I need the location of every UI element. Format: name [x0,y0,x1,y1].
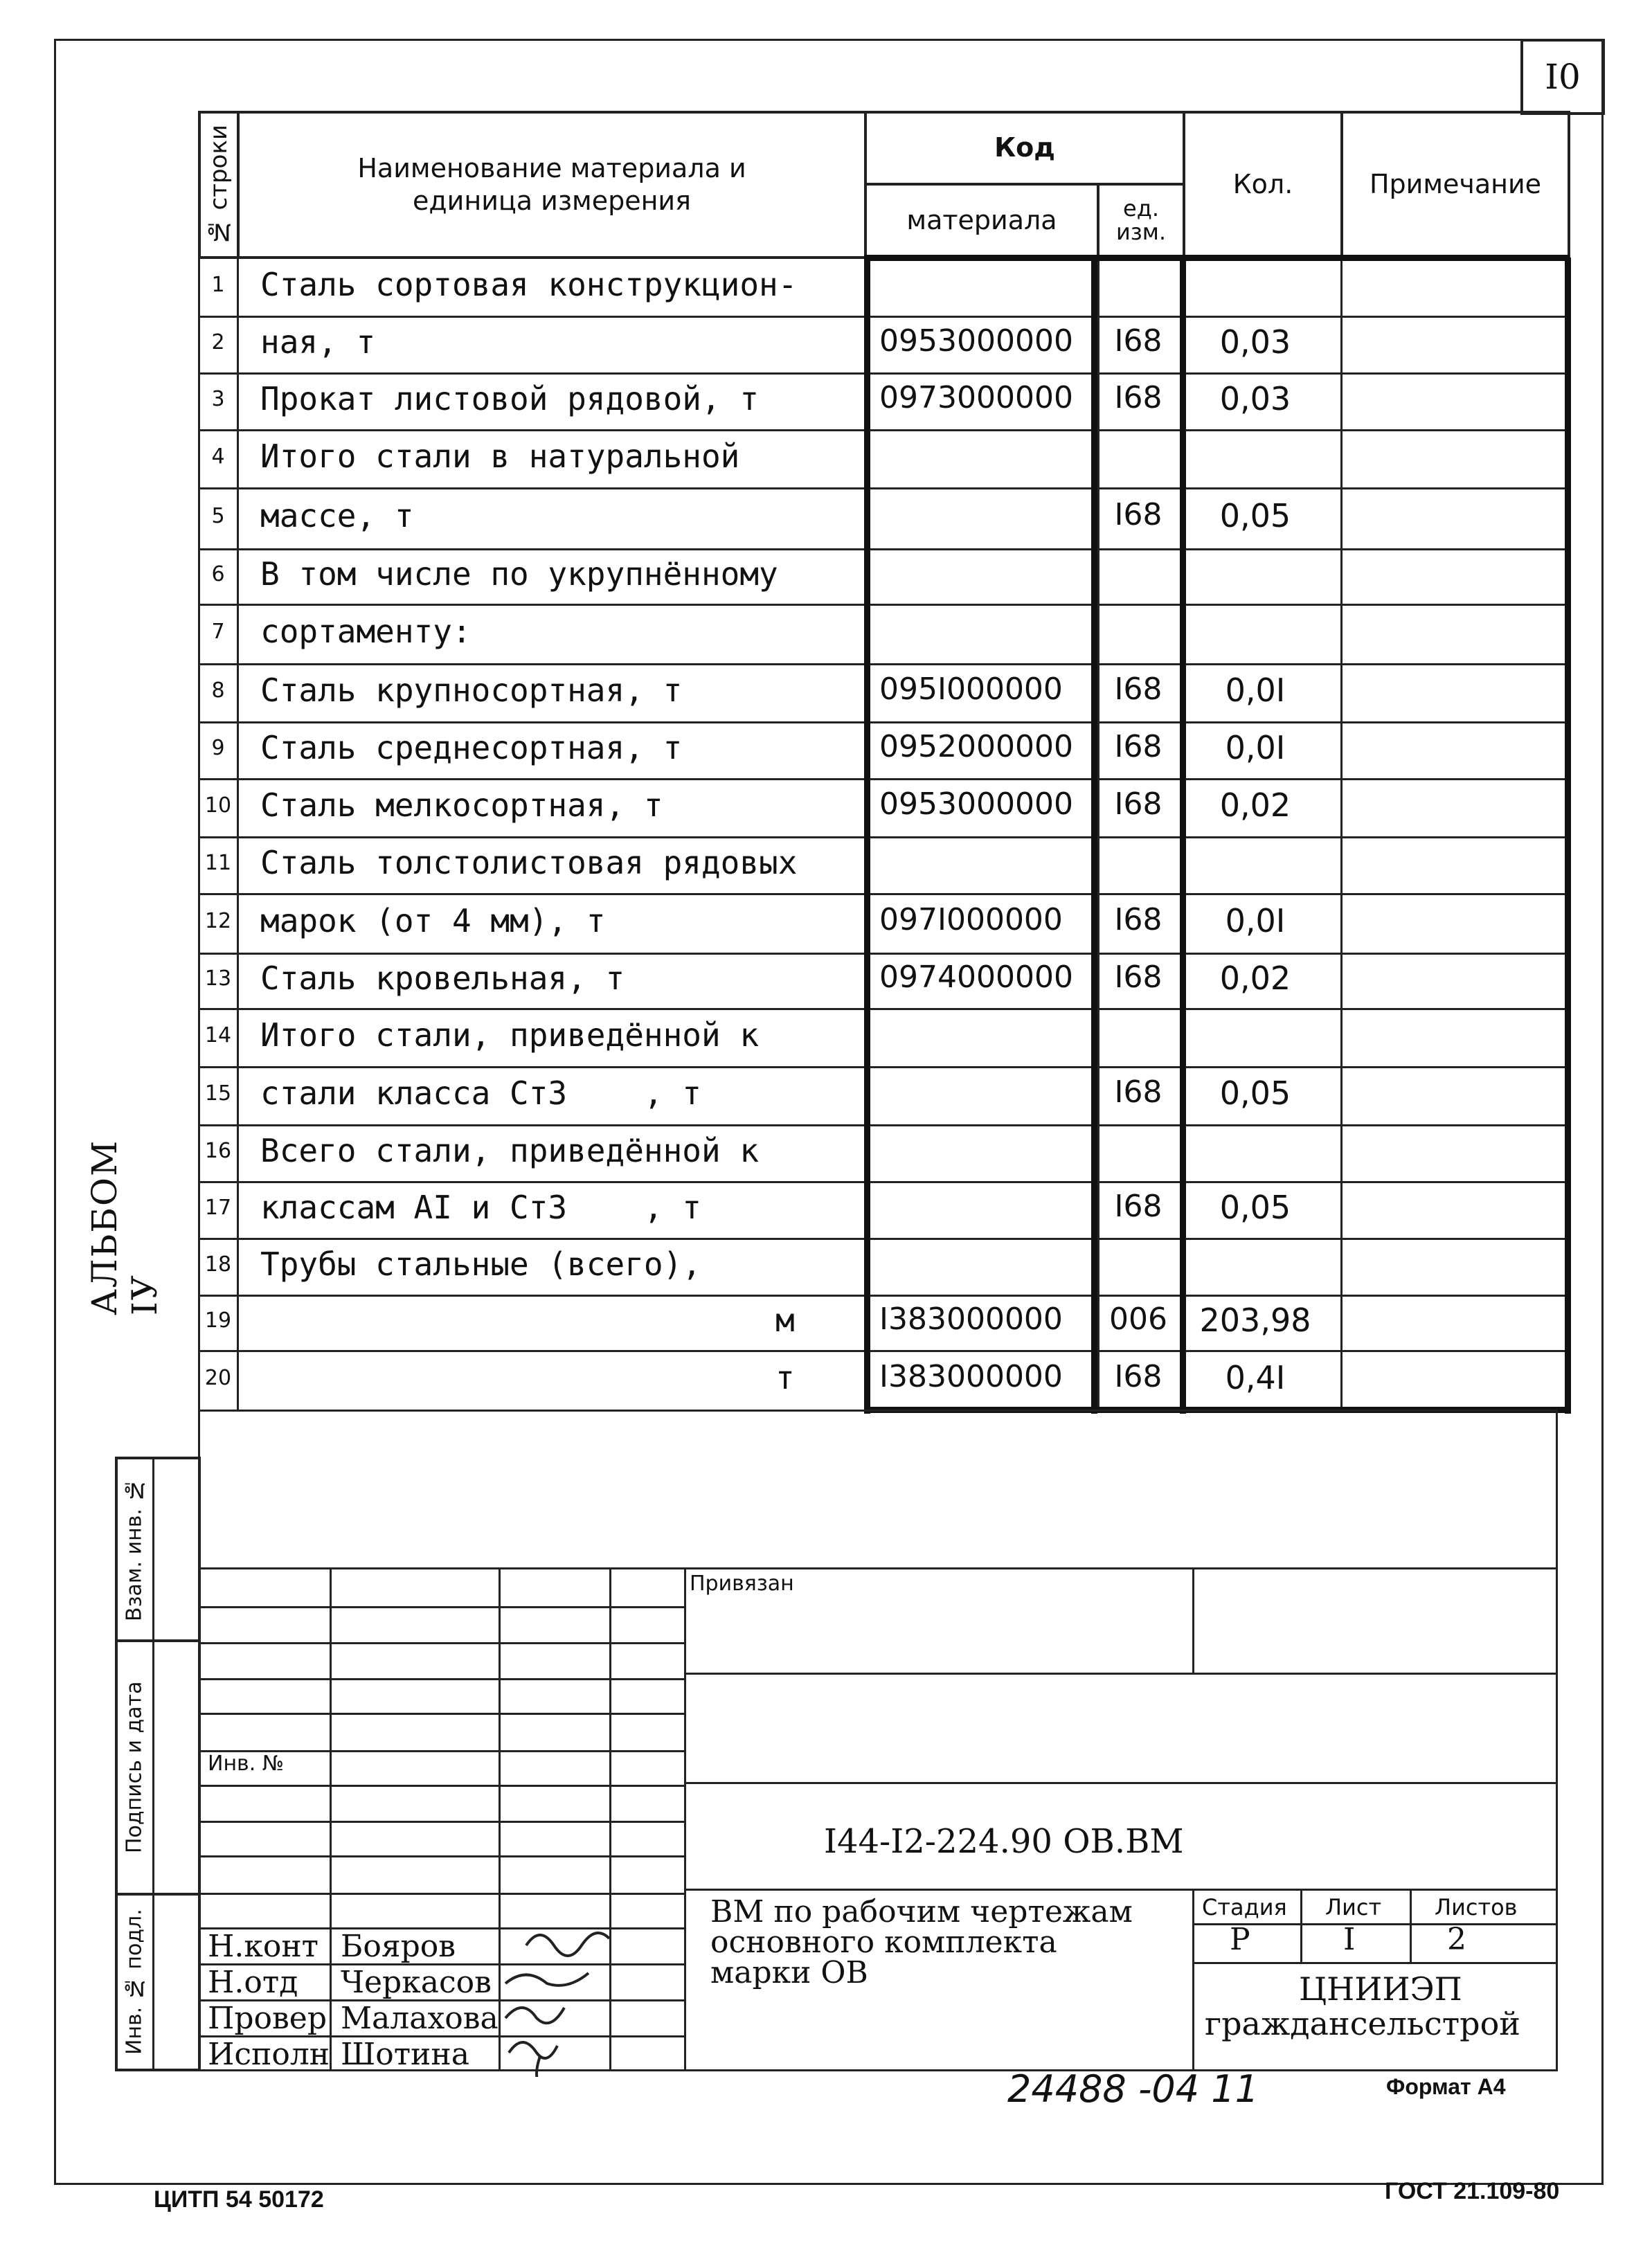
side-label-vzam: Взам. инв. № [122,1477,147,1621]
material-name: Трубы стальные (всего), [260,1245,701,1283]
row-number: 15 [204,1081,232,1106]
row-number: 4 [211,444,225,469]
organization-line-1: ЦНИИЭП [1299,1970,1462,2008]
sheet-value: I [1343,1922,1356,1957]
stamp-row-line [198,1821,684,1823]
side-label-podpis: Подпись и дата [122,1681,147,1854]
stamp-row-line [198,1642,684,1644]
stamp-row-line [198,1678,684,1680]
row-line [198,721,1569,723]
unit-code: I68 [1114,1074,1162,1110]
material-name: марок (от 4 мм), т [260,902,606,939]
title-line-2: основного комплекта [710,1925,1057,1960]
material-name: Сталь среднесортная, т [260,729,683,766]
row-line [198,1238,1569,1240]
stamp-line [1300,1889,1302,1962]
header-code-unit [1097,183,1185,259]
stamp-line [684,1673,1558,1675]
quantity: 0,02 [1219,960,1291,997]
quantity: 0,4I [1225,1359,1286,1396]
quantity: 0,0I [1225,672,1286,709]
footer-right: ГОСТ 21.109-80 [1385,2178,1560,2204]
row-number: 20 [204,1366,232,1390]
material-name: т [775,1359,795,1396]
unit-code: I68 [1114,672,1162,707]
title-line-1: ВМ по рабочим чертежам [710,1894,1133,1929]
row-line [198,663,1569,665]
row-line [198,1008,1569,1010]
material-code: I383000000 [879,1302,1063,1337]
row-number: 13 [204,966,232,991]
footer-left: ЦИТП 54 50172 [154,2186,324,2213]
unit-code: I68 [1114,960,1162,995]
material-name: Сталь толстолистовая рядовых [260,844,798,881]
document-code: I44-I2-224.90 ОВ.ВМ [824,1822,1184,1861]
stamp-line [198,1567,1558,1569]
inv-no-label: Инв. № [208,1752,285,1776]
row-number: 2 [211,330,225,354]
row-number: 5 [211,504,225,528]
header-row-number-label: № строки [204,124,233,246]
row-line [198,1350,1569,1352]
sheet-number: I0 [1520,39,1605,115]
stamp-line [1410,1889,1412,1962]
row-line [198,1295,1569,1297]
unit-code: I68 [1114,902,1162,937]
header-name-label: Наименование материала и единица измерения [357,152,746,216]
quantity: 0,05 [1219,497,1291,534]
row-line [198,1181,1569,1183]
privyazan-label: Привязан [690,1572,794,1596]
quantity: 0,03 [1219,380,1291,417]
quantity: 0,03 [1219,323,1291,361]
row-number: 18 [204,1252,232,1277]
material-name: Прокат листовой рядовой, т [260,380,760,417]
header-qty-label: Кол. [1232,169,1293,200]
row-line [198,548,1569,550]
material-name: Итого стали, приведённой к [260,1016,760,1054]
column-line-bold [1565,258,1571,1414]
row-number: 19 [204,1308,232,1333]
material-name: В том числе по укрупнённому [260,555,778,593]
row-line [198,604,1569,606]
column-line [1340,258,1343,1410]
header-code-unit-label: ед. изм. [1115,195,1167,245]
sheet-label: Лист [1325,1894,1382,1920]
signatory-name: Шотина [341,2037,469,2072]
unit-code: 006 [1109,1302,1167,1337]
row-number: 11 [204,851,232,875]
stamp-row-line [198,1713,684,1715]
column-line [237,258,239,1410]
material-code: I383000000 [879,1359,1063,1394]
stamp-line [684,1782,1558,1784]
material-name: ная, т [260,323,376,361]
signatory-role: Н.конт [208,1929,319,1964]
unit-code: I68 [1114,323,1162,359]
material-name: Сталь кровельная, т [260,960,625,997]
title-line-3: марки ОВ [710,1955,868,1990]
column-line-bold [864,258,870,1414]
header-note-label: Примечание [1369,169,1542,200]
material-name: м [775,1302,795,1339]
row-number: 12 [204,909,232,933]
header-line-bold [864,255,1569,261]
column-line-bold [1091,258,1097,1414]
header-code-material [864,183,1099,259]
material-name: классам АI и Ст3 , т [260,1189,701,1226]
row-number: 9 [211,736,225,760]
signatory-name: Малахова [341,2001,499,2036]
material-name: стали класса Ст3 , т [260,1074,701,1112]
header-note [1340,111,1570,259]
unit-code: I68 [1114,1359,1162,1394]
stage-value: Р [1230,1922,1250,1957]
signatory-name: Черкасов [341,1965,492,2000]
quantity: 0,05 [1219,1074,1291,1112]
quantity: 0,0I [1225,729,1286,766]
unit-code: I68 [1114,380,1162,415]
signatory-role: Провер [208,2001,327,2036]
row-number: 3 [211,387,225,411]
stamp-line [1192,1567,1194,1673]
row-number: 10 [204,793,232,818]
signatures [499,1918,637,2077]
material-code: 0953000000 [879,323,1073,359]
row-line [198,836,1569,838]
row-line [198,1124,1569,1126]
material-code: 0974000000 [879,960,1073,995]
header-row-number [198,111,240,259]
material-code: 097I000000 [879,902,1063,937]
stamp-line [1192,1889,1194,2071]
unit-code: I68 [1114,786,1162,822]
stamp-row-line [198,1855,684,1857]
quantity: 0,05 [1219,1189,1291,1226]
side-label-inv-podl: Инв. № подл. [122,1909,147,2055]
stamp-row-line [198,1893,684,1895]
material-code: 0973000000 [879,380,1073,415]
stamp-column [684,1567,686,2071]
quantity: 203,98 [1199,1302,1311,1339]
row-line [198,778,1569,780]
organization-line-2: гражданcельстрой [1205,2005,1520,2042]
signatory-role: Н.отд [208,1965,298,2000]
row-line [198,1066,1569,1068]
header-code-label: Код [994,132,1055,163]
row-number: 14 [204,1023,232,1047]
unit-code: I68 [1114,729,1162,764]
sheets-label: Листов [1435,1894,1518,1920]
unit-code: I68 [1114,1189,1162,1224]
material-code: 0953000000 [879,786,1073,822]
sheets-value: 2 [1447,1922,1466,1957]
material-code: 0952000000 [879,729,1073,764]
material-name: Итого стали в натуральной [260,438,740,475]
row-number: 7 [211,620,225,644]
column-line-bold [1180,258,1186,1414]
row-line [198,372,1569,375]
format-label: Формат А4 [1386,2074,1506,2099]
side-divider [152,1457,154,2070]
material-name: Сталь мелкосортная, т [260,786,663,824]
stamp-row-line [198,1785,684,1787]
row-line [198,893,1569,895]
stamp-row-line [198,1606,684,1608]
unit-code: I68 [1114,497,1162,532]
header-code-material-label: материала [906,205,1057,236]
quantity: 0,02 [1219,786,1291,824]
row-number: 1 [211,273,225,297]
column-line [198,258,200,1410]
row-line [198,316,1569,318]
row-number: 8 [211,678,225,703]
material-name: Сталь сортовая конструкцион- [260,266,798,303]
handwritten-number: 24488 -04 11 [1007,2067,1259,2111]
header-name [237,111,867,259]
stamp-line [1192,1962,1558,1964]
column-line [1097,258,1099,1410]
row-number: 17 [204,1196,232,1220]
material-name: Всего стали, приведённой к [260,1132,760,1169]
signatory-name: Бояров [341,1929,456,1964]
stage-label: Стадия [1202,1894,1287,1920]
row-line [198,953,1569,955]
signatory-role: Исполн [208,2037,330,2072]
header-qty [1183,111,1343,259]
material-name: Сталь крупносортная, т [260,672,683,709]
row-number: 16 [204,1139,232,1163]
material-name: массе, т [260,497,414,534]
header-code [864,111,1185,186]
material-name: сортаменту: [260,613,472,650]
stamp-line [684,1889,1558,1891]
material-code: 095I000000 [879,672,1063,707]
album-label: АЛЬБОМ IУ [84,1139,165,1315]
row-line [198,487,1569,489]
quantity: 0,0I [1225,902,1286,939]
row-number: 6 [211,562,225,586]
row-line [198,429,1569,431]
